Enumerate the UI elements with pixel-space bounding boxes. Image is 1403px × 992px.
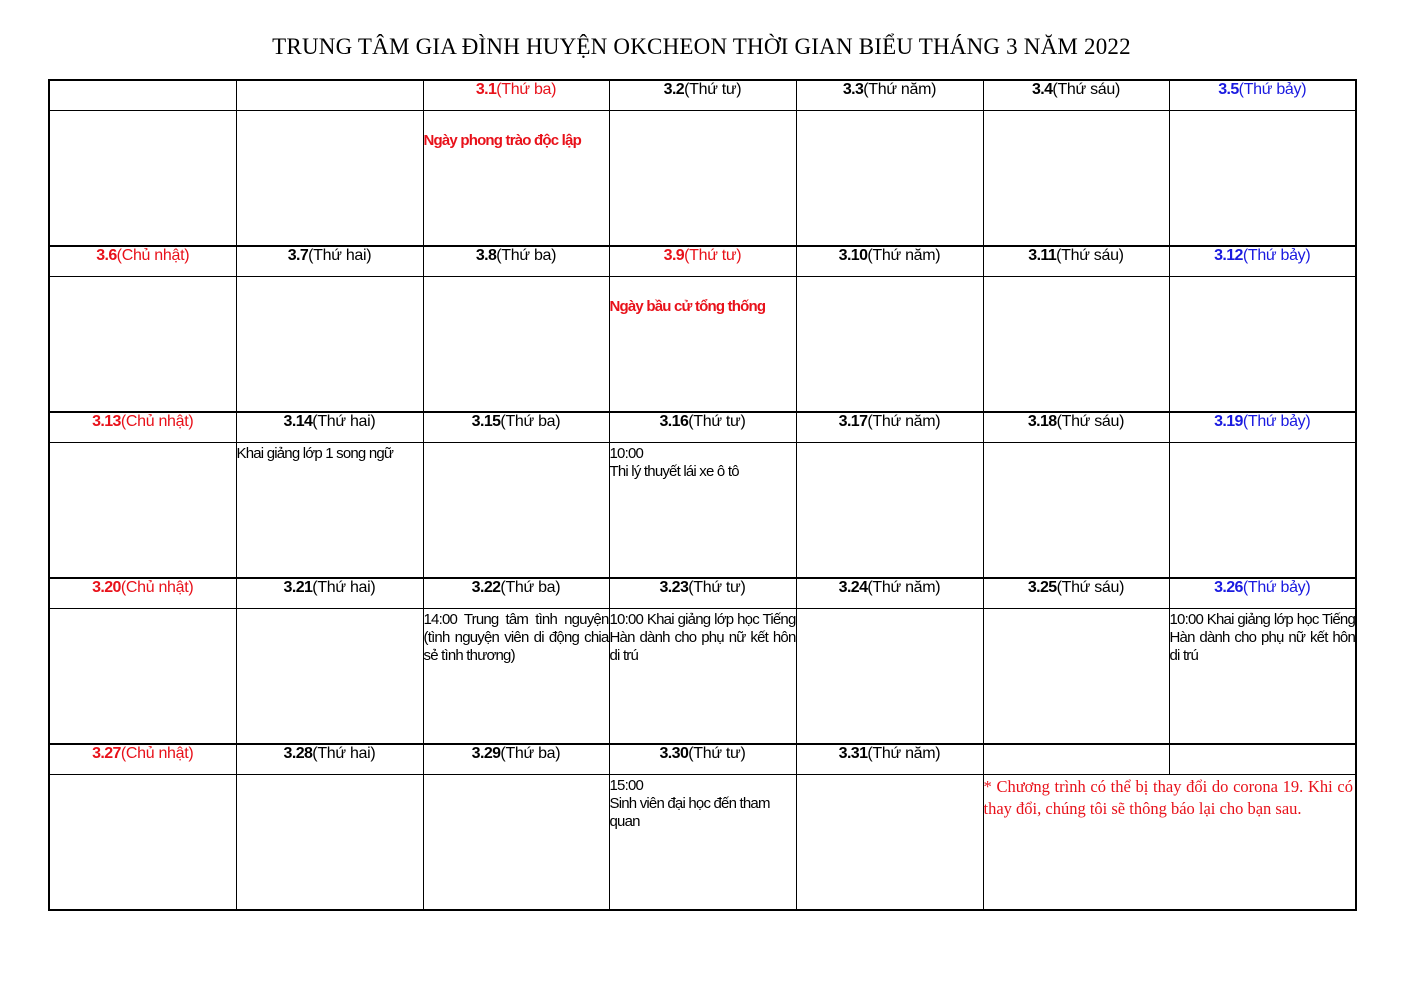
event-text: 10:00 Khai giảng lớp học Tiếng Hàn dành cho phụ nữ kết hôn di trú [1169, 611, 1355, 664]
event-text [610, 445, 796, 481]
week-2-header-row [49, 246, 1356, 277]
day-header-sunday: 3.20(Chủ nhật) [49, 578, 236, 609]
day-cell [609, 775, 796, 911]
holiday-label: Ngày bầu cử tổng thống [609, 298, 766, 315]
day-header: 3.28(Thứ hai) [236, 744, 423, 775]
day-cell [796, 609, 983, 745]
day-cell [236, 443, 423, 579]
day-header: 3.18(Thứ sáu) [983, 412, 1169, 443]
day-cell [796, 277, 983, 413]
day-cell [609, 443, 796, 579]
day-header-sunday: 3.13(Chủ nhật) [49, 412, 236, 443]
week-5-header-row [49, 744, 1356, 775]
week-5-body-row [49, 775, 1356, 911]
day-header: 3.24(Thứ năm) [796, 578, 983, 609]
day-cell [49, 111, 236, 247]
event-text: Khai giảng lớp 1 song ngữ [236, 445, 394, 462]
day-cell [423, 443, 609, 579]
day-cell [796, 443, 983, 579]
day-cell [796, 775, 983, 911]
day-header [236, 80, 423, 111]
day-cell [983, 443, 1169, 579]
day-cell [236, 775, 423, 911]
day-cell [423, 277, 609, 413]
day-cell [423, 111, 609, 247]
day-header: 3.7(Thứ hai) [236, 246, 423, 277]
day-header: 3.30(Thứ tư) [609, 744, 796, 775]
day-cell [49, 277, 236, 413]
event-text: 14:00 Trung tâm tình nguyện (tình nguyện viên di động chia sẻ tình thương) [423, 611, 609, 664]
day-cell [236, 609, 423, 745]
day-header: 3.10(Thứ năm) [796, 246, 983, 277]
day-header [49, 80, 236, 111]
day-cell [1169, 609, 1356, 745]
day-header: 3.16(Thứ tư) [609, 412, 796, 443]
day-header: 3.14(Thứ hai) [236, 412, 423, 443]
day-header: 3.3(Thứ năm) [796, 80, 983, 111]
day-header: 3.4(Thứ sáu) [983, 80, 1169, 111]
week-2-body-row [49, 277, 1356, 413]
day-header-saturday: 3.19(Thứ bảy) [1169, 412, 1356, 443]
event-description: Thi lý thuyết lái xe ô tô [609, 463, 739, 480]
day-header: 3.25(Thứ sáu) [983, 578, 1169, 609]
day-header-saturday: 3.5(Thứ bảy) [1169, 80, 1356, 111]
day-cell [49, 775, 236, 911]
day-cell [983, 609, 1169, 745]
day-cell [1169, 277, 1356, 413]
day-cell [609, 609, 796, 745]
day-cell [236, 111, 423, 247]
notice-cell [983, 775, 1356, 911]
page-title: TRUNG TÂM GIA ĐÌNH HUYỆN OKCHEON THỜI GIAN BIỂU THÁNG 3 NĂM 2022 [272, 34, 1131, 59]
week-3-header-row [49, 412, 1356, 443]
notice-text: * Chương trình có thể bị thay đổi do corona 19. Khi có thay đổi, chúng tôi sẽ thông báo lại cho bạn sau. [983, 777, 1353, 818]
day-cell [1169, 443, 1356, 579]
event-time: 10:00 [609, 445, 644, 462]
day-header: 3.11(Thứ sáu) [983, 246, 1169, 277]
event-description: Sinh viên đại học đến tham quan [609, 795, 770, 830]
day-cell [609, 277, 796, 413]
week-1-header-row [49, 80, 1356, 111]
day-header: 3.17(Thứ năm) [796, 412, 983, 443]
day-cell [609, 111, 796, 247]
day-cell [983, 277, 1169, 413]
day-cell [1169, 111, 1356, 247]
day-header: 3.2(Thứ tư) [609, 80, 796, 111]
day-header-saturday: 3.12(Thứ bảy) [1169, 246, 1356, 277]
day-header-sunday: 3.27(Chủ nhật) [49, 744, 236, 775]
holiday-label: Ngày phong trào độc lập [423, 132, 581, 149]
day-header: 3.8(Thứ ba) [423, 246, 609, 277]
calendar-table [48, 79, 1357, 911]
day-cell [983, 111, 1169, 247]
day-header-saturday: 3.26(Thứ bảy) [1169, 578, 1356, 609]
day-cell [423, 775, 609, 911]
day-header [1169, 744, 1356, 775]
day-header: 3.23(Thứ tư) [609, 578, 796, 609]
day-header-holiday: 3.9(Thứ tư) [609, 246, 796, 277]
day-cell [49, 609, 236, 745]
event-time: 15:00 [609, 777, 644, 794]
day-cell [49, 443, 236, 579]
day-cell [423, 609, 609, 745]
day-cell [236, 277, 423, 413]
week-4-header-row [49, 578, 1356, 609]
event-text [610, 777, 796, 831]
week-4-body-row [49, 609, 1356, 745]
day-header: 3.22(Thứ ba) [423, 578, 609, 609]
day-header: 3.21(Thứ hai) [236, 578, 423, 609]
day-header: 3.29(Thứ ba) [423, 744, 609, 775]
day-header: 3.15(Thứ ba) [423, 412, 609, 443]
event-text: 10:00 Khai giảng lớp học Tiếng Hàn dành cho phụ nữ kết hôn di trú [609, 611, 796, 664]
day-cell [796, 111, 983, 247]
day-header [983, 744, 1169, 775]
day-header: 3.31(Thứ năm) [796, 744, 983, 775]
week-1-body-row [49, 111, 1356, 247]
day-header-holiday: 3.1(Thứ ba) [423, 80, 609, 111]
day-header-sunday: 3.6(Chủ nhật) [49, 246, 236, 277]
week-3-body-row [49, 443, 1356, 579]
